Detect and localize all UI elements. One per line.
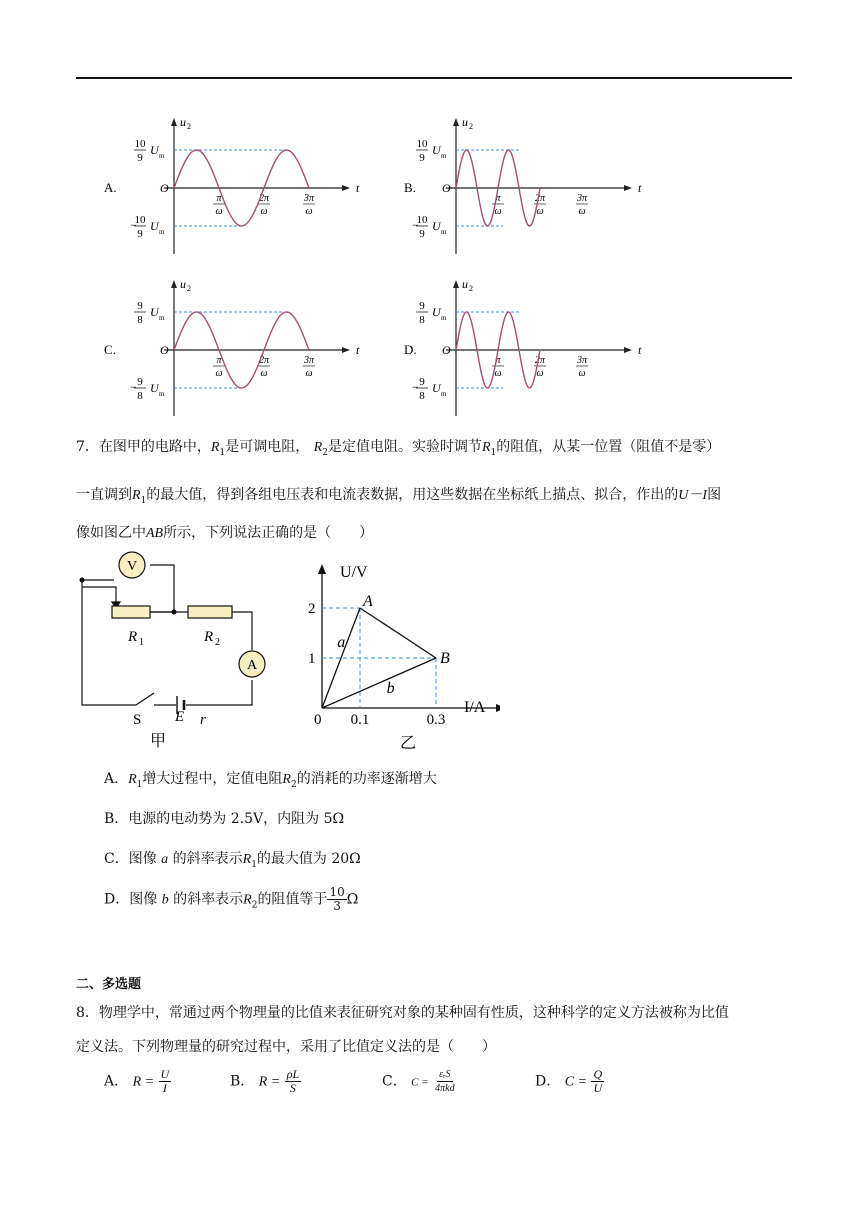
graph-option-1	[376, 108, 676, 258]
frac-den: 9	[137, 152, 143, 164]
tick-num: 3π	[303, 193, 315, 204]
graph-option-0	[76, 108, 376, 258]
minus-sign: −	[412, 380, 419, 394]
r2-resistor	[188, 606, 232, 618]
tick-num: π	[216, 193, 222, 204]
u-arrow	[453, 118, 459, 126]
u-arrow	[171, 118, 177, 126]
tick-den: ω	[578, 368, 586, 379]
t-arrow	[624, 347, 632, 353]
u-arrow	[453, 280, 459, 288]
q8-option-a[interactable]: A． R = $\frac{U}{I}$	[104, 1067, 170, 1095]
q7-option-c[interactable]: C．图像 a 的斜率表示$R_1$的最大值为 20Ω	[104, 851, 361, 870]
um-label: U	[432, 219, 441, 233]
minus-sign: −	[412, 218, 419, 232]
u-arrow	[171, 280, 177, 288]
frac-num: 10	[134, 214, 146, 226]
tick-num: 3π	[303, 355, 315, 366]
q8-line1: 8．物理学中，常通过两个物理量的比值来表征研究对象的某种固有性质，这种科学的定义方法被称为比值	[76, 1005, 729, 1021]
series-line-AB	[360, 608, 436, 658]
y-tick-label: 1	[308, 651, 316, 667]
tick-den: ω	[260, 206, 268, 217]
tick-den: ω	[305, 368, 313, 379]
tick-den: ω	[536, 368, 544, 379]
svg-text:R: R	[204, 629, 214, 645]
tick-den: ω	[494, 206, 502, 217]
um-sub: m	[159, 228, 165, 236]
ui-chart	[300, 560, 500, 752]
q8-option-b[interactable]: B． R = $\frac{\rho L}{S}$	[230, 1067, 300, 1095]
u-axis-sub: 2	[187, 122, 191, 131]
frac-num: 9	[419, 376, 425, 388]
t-arrow	[342, 347, 350, 353]
svg-text:甲: 甲	[150, 731, 167, 750]
tick-den: ω	[494, 368, 502, 379]
tick-num: 3π	[576, 193, 588, 204]
svg-text:r: r	[200, 712, 206, 728]
svg-text:R: R	[128, 629, 138, 645]
u-axis-sub: 2	[187, 284, 191, 293]
y-tick-label: 2	[308, 601, 316, 617]
tick-num: π	[495, 355, 501, 366]
option-letter: C.	[104, 342, 116, 357]
um-label: U	[150, 381, 159, 395]
frac-den: 9	[137, 228, 143, 240]
u-axis-sub: 2	[469, 122, 473, 131]
chart-caption: 乙	[400, 733, 417, 752]
series-line-a	[322, 608, 360, 708]
x-tick-label: 0.1	[350, 712, 370, 728]
u-axis-sub: 2	[469, 284, 473, 293]
fraction-10-3: $\frac{10}{3}$	[329, 885, 345, 913]
u-axis-label: u	[180, 115, 186, 129]
um-label: U	[432, 305, 441, 319]
t-arrow	[624, 185, 632, 191]
t-axis-label: t	[638, 181, 642, 195]
q7-line3: 像如图乙中AB所示，下列说法正确的是（ ）	[76, 525, 374, 541]
q7-option-b[interactable]: B．电源的电动势为 2.5V，内阻为 5Ω	[104, 811, 345, 827]
origin-label: O	[160, 343, 169, 357]
frac-num: 9	[137, 300, 143, 312]
option-letter: D.	[404, 342, 417, 357]
q8-line2: 定义法。下列物理量的研究过程中，采用了比值定义法的是（ ）	[76, 1039, 496, 1055]
frac-den: 9	[419, 152, 425, 164]
i-arrow	[496, 704, 500, 712]
frac-num: 10	[134, 138, 146, 150]
um-label: U	[432, 143, 441, 157]
frac-den: 8	[419, 314, 425, 326]
um-sub: m	[441, 314, 447, 322]
series-label-b: b	[386, 680, 395, 697]
frac-den: 8	[419, 390, 425, 402]
um-label: U	[150, 143, 159, 157]
svg-text:1: 1	[139, 637, 144, 648]
circuit-diagram	[76, 550, 276, 750]
tick-den: ω	[305, 206, 313, 217]
series-line-b	[322, 658, 436, 708]
q7-option-d[interactable]: D．图像 b 的斜率表示$R_2$的阻值等于 $\frac{10}{3}$ Ω	[104, 885, 359, 913]
u-axis-label: u	[180, 277, 186, 291]
t-axis-label: t	[638, 343, 642, 357]
frac-num: 9	[137, 376, 143, 388]
frac-den: 9	[419, 228, 425, 240]
option-letter: B.	[404, 180, 416, 195]
um-sub: m	[441, 228, 447, 236]
x-tick-label: 0	[314, 712, 322, 728]
graph-option-3	[376, 270, 676, 420]
r1-resistor	[112, 606, 150, 618]
tick-num: 3π	[576, 355, 588, 366]
origin-label: O	[442, 343, 451, 357]
x-tick-label: 0.3	[426, 712, 446, 728]
t-axis-label: t	[356, 343, 360, 357]
um-label: U	[150, 219, 159, 233]
tick-num: π	[495, 193, 501, 204]
tick-den: ω	[536, 206, 544, 217]
um-sub: m	[441, 152, 447, 160]
frac-num: 10	[416, 138, 428, 150]
q8-option-c[interactable]: C． C = $\frac{\text{εᵣS}}{\text{4πkd}}$	[382, 1069, 455, 1094]
um-sub: m	[159, 390, 165, 398]
frac-den: 8	[137, 390, 143, 402]
point-label-a: A	[363, 593, 373, 610]
minus-sign: −	[130, 218, 137, 232]
tick-num: 2π	[534, 193, 546, 204]
t-arrow	[342, 185, 350, 191]
svg-text:2: 2	[215, 637, 220, 648]
frac-num: 9	[419, 300, 425, 312]
svg-text:E: E	[175, 709, 185, 725]
graph-option-2	[76, 270, 376, 420]
origin-label: O	[442, 181, 451, 195]
um-sub: m	[159, 152, 165, 160]
series-label-a: a	[337, 634, 346, 651]
point-label-b: B	[440, 650, 450, 667]
u-axis-label: u	[462, 115, 468, 129]
u-arrow	[318, 564, 326, 574]
header-rule	[76, 77, 792, 79]
tick-num: 2π	[534, 355, 546, 366]
tick-num: π	[216, 355, 222, 366]
um-label: U	[150, 305, 159, 319]
svg-text:S: S	[133, 712, 142, 728]
t-axis-label: t	[356, 181, 360, 195]
option-letter: A.	[104, 180, 117, 195]
ammeter-label: A	[246, 658, 258, 673]
um-sub: m	[441, 390, 447, 398]
tick-num: 2π	[258, 355, 270, 366]
u-axis-label: u	[462, 277, 468, 291]
tick-den: ω	[215, 206, 223, 217]
i-axis-label: I/A	[464, 699, 486, 716]
um-sub: m	[159, 314, 165, 322]
origin-label: O	[160, 181, 169, 195]
frac-den: 8	[137, 314, 143, 326]
q7-line2: 一直调到$R_1$的最大值，得到各组电压表和电流表数据，用这些数据在坐标纸上描点、拟合，作出的U－I图	[76, 487, 722, 506]
voltmeter-label: V	[126, 559, 138, 574]
minus-sign: −	[130, 380, 137, 394]
tick-den: ω	[260, 368, 268, 379]
tick-num: 2π	[258, 193, 270, 204]
q7-line1: 7．在图甲的电路中，$R_1$是可调电阻， $R_2$是定值电阻。实验时调节$R_1$的阻值，从某一位置（阻值不是零）	[76, 439, 721, 458]
section-title: 二、多选题	[76, 977, 142, 992]
um-label: U	[432, 381, 441, 395]
tick-den: ω	[578, 206, 586, 217]
frac-num: 10	[416, 214, 428, 226]
u-axis-label: U/V	[340, 564, 368, 581]
q8-option-d[interactable]: D． C = $\frac{Q}{U}$	[535, 1067, 603, 1095]
q7-option-a[interactable]: A．$R_1$增大过程中，定值电阻$R_2$的消耗的功率逐渐增大	[104, 771, 437, 790]
tick-den: ω	[215, 368, 223, 379]
